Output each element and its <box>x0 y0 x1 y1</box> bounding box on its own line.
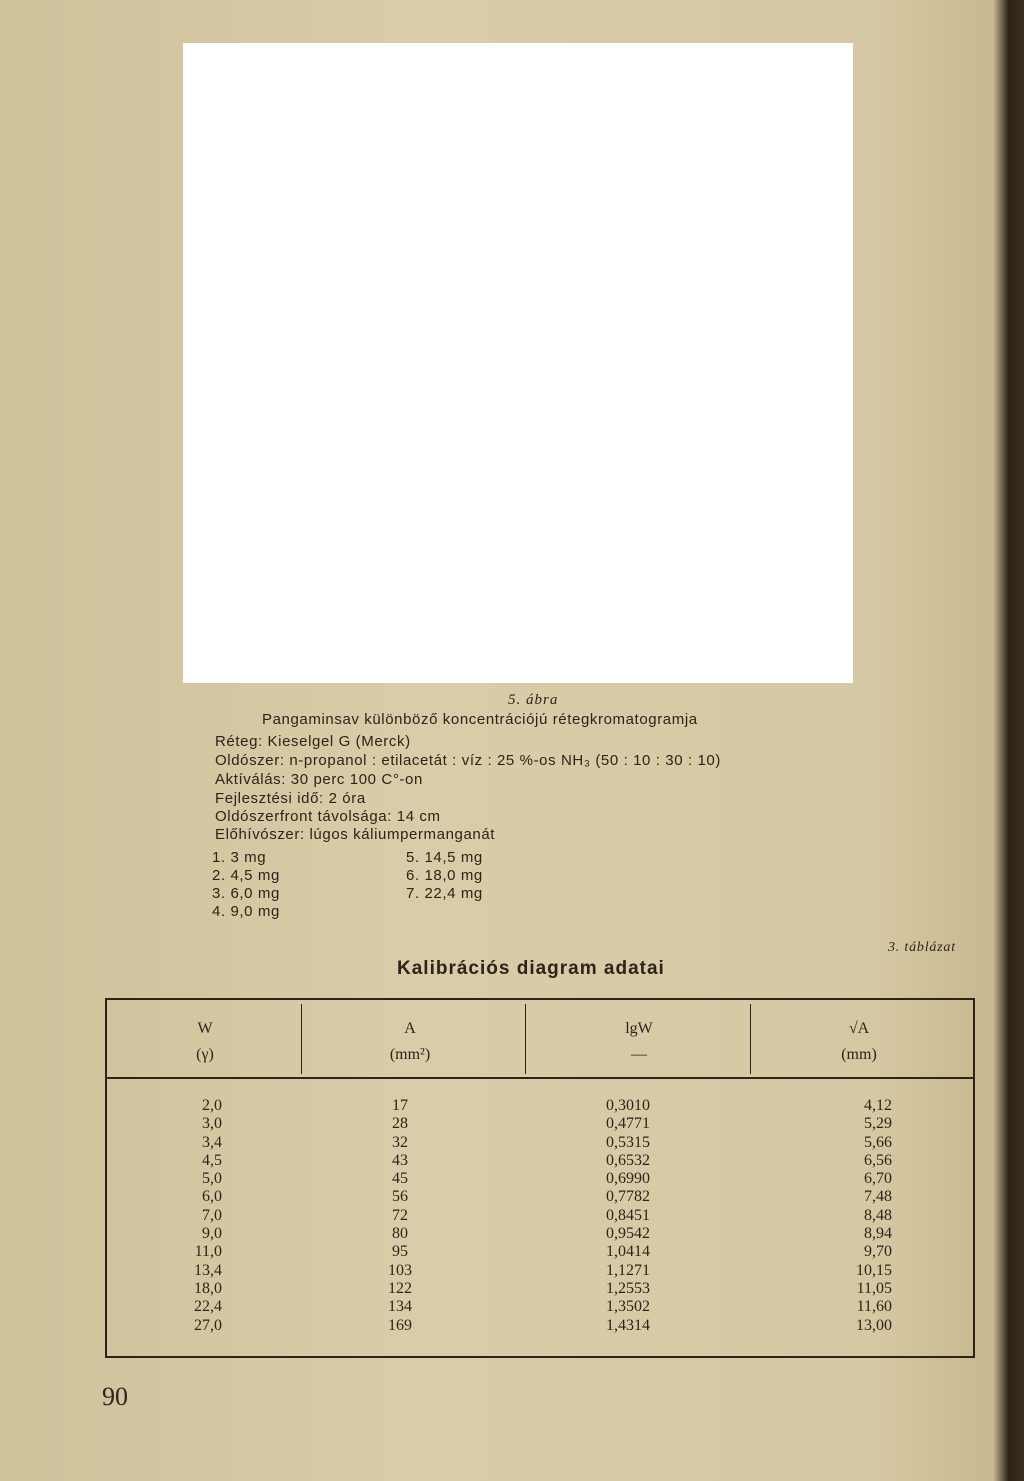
column-a <box>370 1097 430 1335</box>
cell-lgw: 0,9542 <box>606 1225 650 1243</box>
cell-a: 43 <box>392 1151 408 1169</box>
caption-line: Fejlesztési idő: 2 óra <box>215 790 366 807</box>
cell-sqrt-a: 13,00 <box>856 1316 892 1334</box>
figure-number: 5. ábra <box>508 692 559 708</box>
header-sqrt-a-name: √A <box>848 1020 870 1037</box>
cell-lgw: 1,3502 <box>606 1298 650 1316</box>
cell-sqrt-a: 8,94 <box>864 1225 892 1243</box>
legend-item: 7. 22,4 mg <box>406 885 483 902</box>
cell-sqrt-a: 9,70 <box>864 1243 892 1261</box>
cell-w: 4,5 <box>202 1151 222 1169</box>
legend-item: 6. 18,0 mg <box>406 867 483 884</box>
cell-w: 3,0 <box>202 1115 222 1133</box>
cell-a: 72 <box>392 1206 408 1224</box>
header-lgw-unit: — <box>631 1046 647 1063</box>
cell-a: 80 <box>392 1225 408 1243</box>
header-w-name: W <box>197 1020 213 1037</box>
cell-w: 22,4 <box>194 1298 222 1316</box>
cell-sqrt-a: 4,12 <box>864 1097 892 1114</box>
column-divider <box>750 1004 751 1074</box>
cell-w: 5,0 <box>202 1170 222 1188</box>
figure-image-placeholder <box>183 43 853 683</box>
caption-line: Oldószerfront távolsága: 14 cm <box>215 808 441 825</box>
cell-sqrt-a: 5,29 <box>864 1115 892 1133</box>
cell-a: 17 <box>392 1097 408 1114</box>
cell-sqrt-a: 11,60 <box>856 1298 892 1316</box>
cell-lgw: 0,4771 <box>606 1115 650 1133</box>
figure-title: Pangaminsav különböző koncentrációjú rétegkromatogramja <box>262 711 698 728</box>
cell-a: 32 <box>392 1133 408 1151</box>
header-a-name: A <box>404 1020 416 1037</box>
cell-sqrt-a: 6,70 <box>864 1170 892 1188</box>
caption-line: Réteg: Kieselgel G (Merck) <box>215 733 411 750</box>
cell-a: 45 <box>392 1170 408 1188</box>
cell-lgw: 1,1271 <box>606 1261 650 1279</box>
cell-lgw: 1,4314 <box>606 1316 650 1334</box>
legend-item: 4. 9,0 mg <box>212 903 280 920</box>
column-divider <box>301 1004 302 1074</box>
cell-w: 18,0 <box>194 1279 222 1297</box>
caption-line: Aktíválás: 30 perc 100 C°-on <box>215 771 423 788</box>
cell-w: 2,0 <box>202 1097 222 1114</box>
column-w <box>150 1097 222 1335</box>
cell-w: 7,0 <box>202 1206 222 1224</box>
header-lgw-name: lgW <box>625 1020 653 1037</box>
table-label: 3. táblázat <box>888 940 956 955</box>
legend-item: 2. 4,5 mg <box>212 867 280 884</box>
page-number: 90 <box>102 1382 128 1411</box>
cell-sqrt-a: 6,56 <box>864 1151 892 1169</box>
cell-lgw: 1,0414 <box>606 1243 650 1261</box>
header-w <box>150 1016 260 1068</box>
cell-a: 122 <box>388 1279 412 1297</box>
cell-w: 13,4 <box>194 1261 222 1279</box>
caption-line: Oldószer: n-propanol : etilacetát : víz : 25 %-os NH₃ (50 : 10 : 30 : 10) <box>215 752 721 769</box>
column-lgw <box>606 1097 668 1335</box>
cell-lgw: 0,6990 <box>606 1170 650 1188</box>
cell-sqrt-a: 7,48 <box>864 1188 892 1206</box>
legend-right-column <box>406 849 483 903</box>
cell-w: 3,4 <box>202 1133 222 1151</box>
cell-lgw: 0,3010 <box>606 1097 650 1114</box>
cell-sqrt-a: 8,48 <box>864 1206 892 1224</box>
cell-a: 134 <box>388 1298 412 1316</box>
cell-lgw: 0,5315 <box>606 1133 650 1151</box>
legend-left-column <box>212 849 280 921</box>
header-a <box>355 1016 465 1068</box>
cell-a: 103 <box>388 1261 412 1279</box>
cell-w: 6,0 <box>202 1188 222 1206</box>
legend-item: 3. 6,0 mg <box>212 885 280 902</box>
cell-a: 56 <box>392 1188 408 1206</box>
cell-w: 27,0 <box>194 1316 222 1334</box>
cell-a: 95 <box>392 1243 408 1261</box>
cell-lgw: 0,6532 <box>606 1151 650 1169</box>
column-divider <box>525 1004 526 1074</box>
cell-a: 28 <box>392 1115 408 1133</box>
cell-sqrt-a: 11,05 <box>856 1279 892 1297</box>
cell-lgw: 0,8451 <box>606 1206 650 1224</box>
cell-sqrt-a: 5,66 <box>864 1133 892 1151</box>
header-a-unit: (mm²) <box>389 1046 431 1063</box>
cell-a: 169 <box>388 1316 412 1334</box>
legend-item: 5. 14,5 mg <box>406 849 483 866</box>
table-title: Kalibrációs diagram adatai <box>397 958 665 979</box>
header-lgw <box>584 1016 694 1068</box>
column-sqrt-a <box>820 1097 892 1335</box>
header-sqrt-a-unit: (mm) <box>841 1046 877 1063</box>
header-sqrt-a <box>804 1016 914 1068</box>
header-rule <box>105 1077 975 1079</box>
cell-sqrt-a: 10,15 <box>856 1261 892 1279</box>
cell-lgw: 1,2553 <box>606 1279 650 1297</box>
caption-line: Előhívószer: lúgos káliumpermanganát <box>215 826 496 843</box>
cell-w: 9,0 <box>202 1225 222 1243</box>
cell-lgw: 0,7782 <box>606 1188 650 1206</box>
cell-w: 11,0 <box>194 1243 222 1261</box>
header-w-unit: (γ) <box>196 1046 214 1063</box>
legend-item: 1. 3 mg <box>212 849 267 866</box>
